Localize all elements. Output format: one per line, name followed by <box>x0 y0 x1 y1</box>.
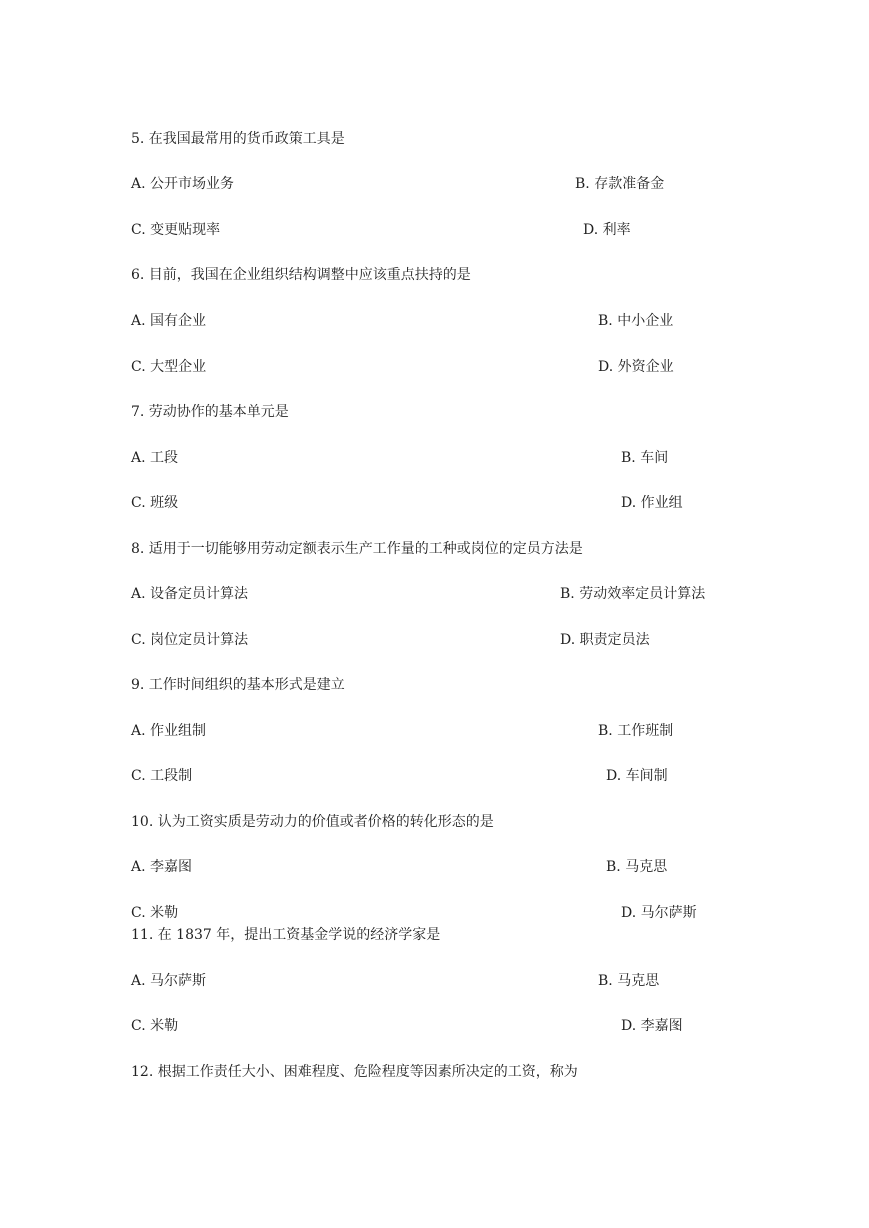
question-7-option-a: A. 工段 <box>131 450 179 466</box>
question-5-option-a: A. 公开市场业务 <box>131 176 235 192</box>
question-9-option-b: B. 工作班制 <box>598 723 674 739</box>
question-10-option-b: B. 马克思 <box>606 859 668 875</box>
question-7-stem: 7. 劳动协作的基本单元是 <box>131 404 289 420</box>
question-11-option-b: B. 马克思 <box>598 973 660 989</box>
question-7-option-b: B. 车间 <box>621 450 669 466</box>
question-5-option-d: D. 利率 <box>583 222 631 238</box>
question-7-option-d: D. 作业组 <box>621 495 683 511</box>
question-10-stem: 10. 认为工资实质是劳动力的价值或者价格的转化形态的是 <box>131 814 494 830</box>
question-6-option-d: D. 外资企业 <box>598 359 674 375</box>
question-10-option-d: D. 马尔萨斯 <box>621 905 697 921</box>
question-5-stem: 5. 在我国最常用的货币政策工具是 <box>131 131 345 147</box>
question-6-stem: 6. 目前，我国在企业组织结构调整中应该重点扶持的是 <box>131 267 471 283</box>
question-9-stem: 9. 工作时间组织的基本形式是建立 <box>131 677 345 693</box>
question-12-stem: 12. 根据工作责任大小、困难程度、危险程度等因素所决定的工资，称为 <box>131 1064 578 1080</box>
question-8-option-a: A. 设备定员计算法 <box>131 586 249 602</box>
question-11-option-a: A. 马尔萨斯 <box>131 973 207 989</box>
question-5-option-b: B. 存款准备金 <box>575 176 665 192</box>
question-11-stem: 11. 在 1837 年，提出工资基金学说的经济学家是 <box>131 927 441 943</box>
question-5-option-c: C. 变更贴现率 <box>131 222 221 238</box>
question-9-option-a: A. 作业组制 <box>131 723 207 739</box>
question-8-stem: 8. 适用于一切能够用劳动定额表示生产工作量的工种或岗位的定员方法是 <box>131 541 583 557</box>
question-6-option-b: B. 中小企业 <box>598 313 674 329</box>
question-10-option-c: C. 米勒 <box>131 905 179 921</box>
question-10-option-a: A. 李嘉图 <box>131 859 193 875</box>
question-8-option-c: C. 岗位定员计算法 <box>131 632 249 648</box>
question-7-option-c: C. 班级 <box>131 495 179 511</box>
question-8-option-d: D. 职责定员法 <box>560 632 650 648</box>
question-6-option-a: A. 国有企业 <box>131 313 207 329</box>
question-9-option-c: C. 工段制 <box>131 768 193 784</box>
question-11-option-d: D. 李嘉图 <box>621 1018 683 1034</box>
question-6-option-c: C. 大型企业 <box>131 359 207 375</box>
question-9-option-d: D. 车间制 <box>606 768 668 784</box>
question-11-option-c: C. 米勒 <box>131 1018 179 1034</box>
question-8-option-b: B. 劳动效率定员计算法 <box>560 586 706 602</box>
